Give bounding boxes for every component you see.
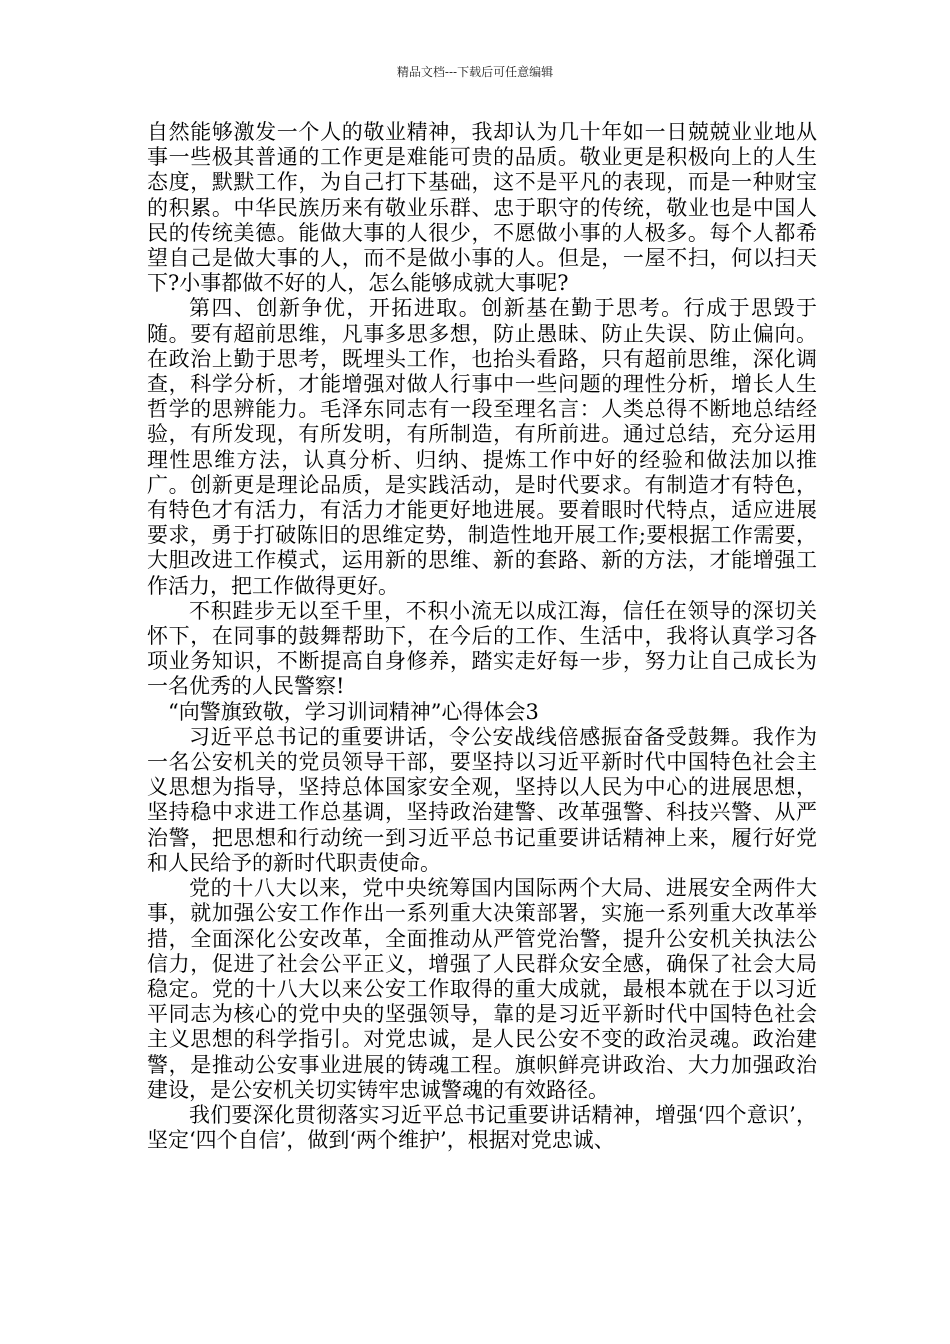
page-header: 精品文档---下载后可任意编辑 <box>396 65 554 79</box>
paragraph-conclusion: 不积跬步无以至千里，不积小流无以成江海，信任在领导的深切关怀下，在同事的鼓舞帮助下，在今后的工作、生活中，我将认真学习各项业务知识，不断提高自身修养，踏实走好每一步，努力让自己成长为一名优秀的人民警察! <box>147 598 817 699</box>
paragraph-achievements: 党的十八大以来，党中央统筹国内国际两个大局、进展安全两件大事，就加强公安工作作出一系列重大决策部署，实施一系列重大改革举措，全面深化公安改革，全面推动从严管党治警，提升公安机关执法公信力，促进了社会公平正义，增强了人民群众安全感，确保了社会大局稳定。党的十八大以来公安工作取得的重大成就，最根本就在于以习近平同志为核心的党中央的坚强领导，靠的是习近平新时代中国特色社会主义思想的科学指引。对党忠诚，是人民公安不变的政治灵魂。政治建警，是推动公安事业进展的铸魂工程。旗帜鲜亮讲政治、大力加强政治建设，是公安机关切实铸牢忠诚警魂的有效路径。 <box>147 876 817 1102</box>
document-body <box>147 120 817 1153</box>
paragraph-innovation: 第四、创新争优，开拓进取。创新基在勤于思考。行成于思毁于随。要有超前思维，凡事多思多想，防止愚昧、防止失误、防止偏向。在政治上勤于思考，既埋头工作，也抬头看路，只有超前思维，深化调查，科学分析，才能增强对做人行事中一些问题的理性分析，增长人生哲学的思辨能力。毛泽东同志有一段至理名言：人类总得不断地总结经验，有所发现，有所发明，有所制造，有所前进。通过总结，充分运用理性思维方法，认真分析、归纳、提炼工作中好的经验和做法加以推广。创新更是理论品质，是实践活动，是时代要求。有制造才有特色，有特色才有活力，有活力才能更好地进展。要着眼时代特点，适应进展要求，勇于打破陈旧的思维定势，制造性地开展工作;要根据工作需要，大胆改进工作模式，运用新的思维、新的套路、新的方法，才能增强工作活力，把工作做得更好。 <box>147 296 817 598</box>
paragraph-continuation: 自然能够激发一个人的敬业精神，我却认为几十年如一日兢兢业业地从事一些极其普通的工作更是难能可贵的品质。敬业更是积极向上的人生态度，默默工作，为自己打下基础，这不是平凡的表现，而是一种财宝的积累。中华民族历来有敬业乐群、忠于职守的传统，敬业也是中国人民的传统美德。能做大事的人很少，不愿做小事的人极多。每个人都希望自己是做大事的人，而不是做小事的人。但是，一屋不扫，何以扫天下?小事都做不好的人，怎么能够成就大事呢? <box>147 120 817 296</box>
paragraph-implementation: 我们要深化贯彻落实习近平总书记重要讲话精神，增强‘四个意识’，坚定‘四个自信’，做到‘两个维护’，根据对党忠诚、 <box>147 1102 817 1153</box>
section-title: “向警旗致敬，学习训词精神”心得体会3 <box>168 699 539 724</box>
paragraph-speech: 习近平总书记的重要讲话，令公安战线倍感振奋备受鼓舞。我作为一名公安机关的党员领导干部，要坚持以习近平新时代中国特色社会主义思想为指导，坚持总体国家安全观，坚持以人民为中心的进展思想，坚持稳中求进工作总基调，坚持政治建警、改革强警、科技兴警、从严治警，把思想和行动统一到习近平总书记重要讲话精神上来，履行好党和人民给予的新时代职责使命。 <box>147 724 817 875</box>
